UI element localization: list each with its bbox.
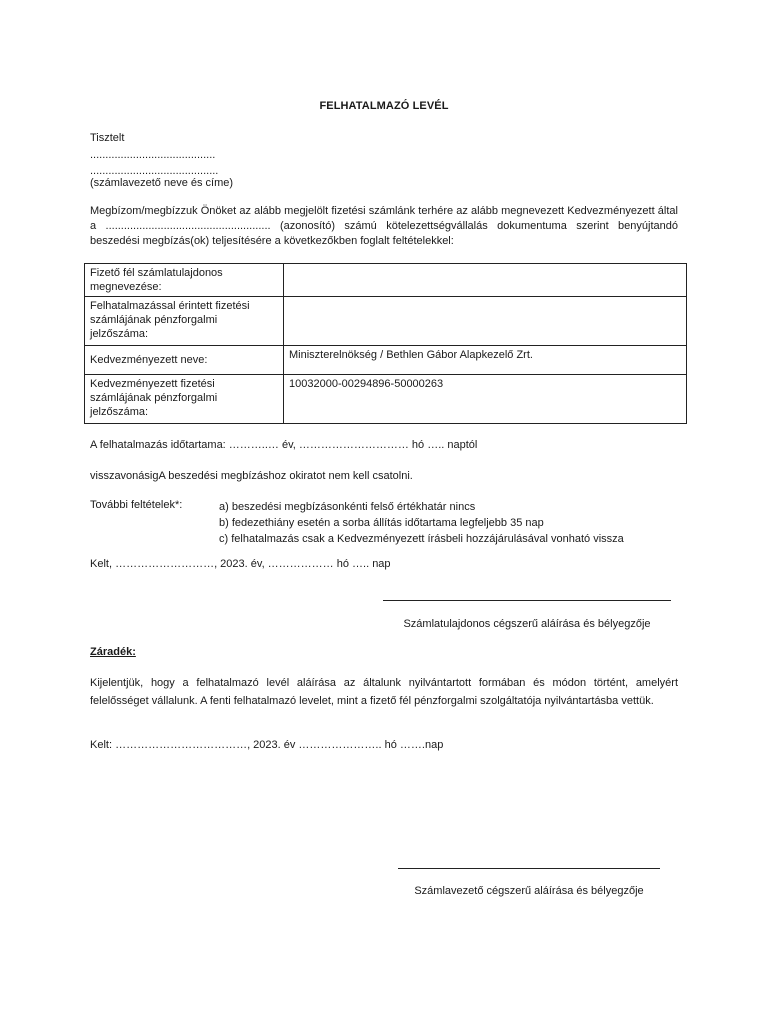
addressee-dots-1: ......................................... — [90, 149, 216, 161]
greeting: Tisztelt — [90, 132, 125, 144]
signature-caption-1: Számlatulajdonos cégszerű aláírása és bélyegzője — [403, 618, 651, 630]
clause-paragraph: Kijelentjük, hogy a felhatalmazó levél aláírása az általunk nyilvántartott formában és módon történt, amelyért felelősséget vállalunk. A fenti felhatalmazó levelet, mint a fizető fél pénzforgalmi szolgáltatója nyilvántartásba vettük. — [90, 677, 678, 707]
document-title: FELHATALMAZÓ LEVÉL — [319, 100, 449, 112]
row-label: Kedvezményezett fizetési számlájának pénzforgalmi jelzőszáma: — [85, 375, 284, 424]
info-table — [84, 263, 687, 424]
row-label: Fizető fél számlatulajdonos megnevezése: — [85, 264, 284, 297]
signature-line-1 — [383, 600, 671, 601]
conditions-label: További feltételek*: — [90, 499, 183, 511]
row-value: 10032000-00294896-50000263 — [284, 375, 687, 424]
signature-line-2 — [398, 868, 660, 869]
row-value — [284, 297, 687, 346]
list-item: b) fedezethiány esetén a sorba állítás időtartama legfeljebb 35 nap — [219, 517, 544, 529]
row-label: Felhatalmazással érintett fizetési számlájának pénzforgalmi jelzőszáma: — [85, 297, 284, 346]
signature-caption-2: Számlavezető cégszerű aláírása és bélyegzője — [414, 885, 644, 897]
row-value — [284, 264, 687, 297]
list-item: c) felhatalmazás csak a Kedvezményezett írásbeli hozzájárulásával vonható vissza — [219, 533, 624, 545]
row-value: Miniszterelnökség / Bethlen Gábor Alapkezelő Zrt. — [284, 346, 687, 375]
addressee-dots-2: .......................................... — [90, 165, 219, 177]
table-row — [85, 297, 687, 346]
addressee-note: (számlavezető neve és címe) — [90, 177, 234, 189]
clause-heading: Záradék: — [90, 646, 136, 658]
table-row — [85, 264, 687, 297]
clause-date-line: Kelt: ………………………………, 2023. év ………………….. hó …….nap — [90, 739, 444, 751]
list-item: a) beszedési megbízásonkénti felső értékhatár nincs — [219, 501, 476, 513]
row-label: Kedvezményezett neve: — [85, 346, 284, 375]
table-row — [85, 346, 687, 375]
table-row — [85, 375, 687, 424]
duration-line: A felhatalmazás időtartama: ………..… év, ………………………… hó ….. naptól — [90, 439, 478, 451]
intro-paragraph: Megbízom/megbízzuk Önöket az alább megjelölt fizetési számlánk terhére az alább megnevezett Kedvezményezett által a ...................................................... (azonosító) számú kötelezettségvállalás dokumentuma szerint benyújtandó beszedési megbízás(ok) teljesítésére a következőkben foglalt feltételekkel: — [90, 205, 678, 247]
conditions-list — [219, 499, 624, 547]
revocation-line: visszavonásigA beszedési megbízáshoz okiratot nem kell csatolni. — [90, 470, 413, 482]
date-line: Kelt, ………………………, 2023. év, ……………… hó ….. nap — [90, 558, 391, 570]
